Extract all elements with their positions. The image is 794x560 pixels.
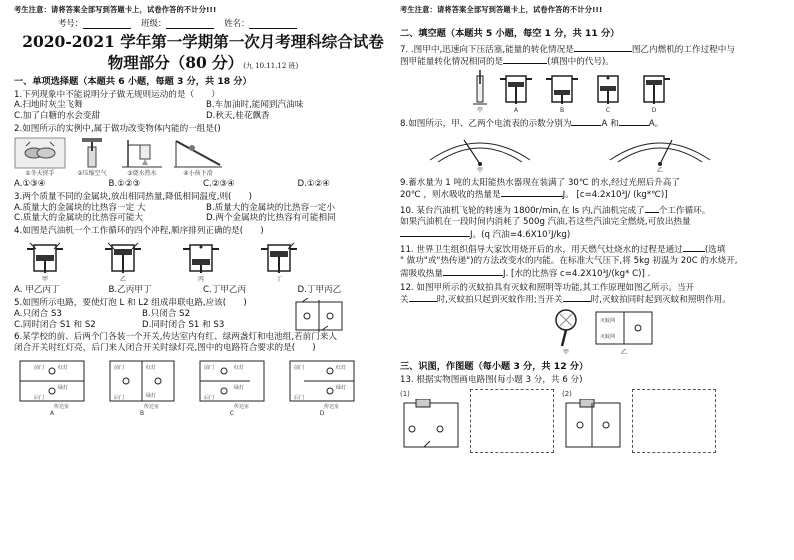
q4-option-b[interactable]: B.乙丙甲丁: [108, 285, 152, 296]
q2-figure-3: [118, 137, 166, 178]
name-label: 姓名：: [224, 18, 250, 28]
section2-heading: 二、填空题（本题共 5 小题，每空 1 分，共 11 分）: [400, 28, 620, 39]
q6-circuit-b: [104, 357, 180, 409]
question-1: [14, 90, 392, 122]
q11-blank-2[interactable]: [443, 267, 503, 276]
q6b-front-label: 前门: [114, 364, 125, 371]
class-field[interactable]: [141, 18, 214, 29]
q2-caption-3: ③烧水热水: [127, 169, 157, 177]
q12-figure-jia: [550, 308, 582, 357]
q12-blank-1[interactable]: [409, 293, 437, 302]
q11-text-c: " 做功"或"热传递")的方法改变水的内能。在标准大气压下,将 5kg 初温为 20C 的水烧开,: [400, 256, 738, 267]
question-8: [400, 117, 784, 174]
q13-part-2: [562, 389, 624, 458]
q6-stem-line1: 6.某学校的前、后两个门各装一个开关,传达室内有红、绿两盏灯和电池组,若前门来人: [14, 332, 338, 343]
q7-figures: [400, 70, 784, 115]
q13-physical-circuit-2: [562, 399, 624, 455]
question-9: [400, 178, 784, 201]
q1-option-c[interactable]: C.加了白糖的水会变甜: [14, 111, 101, 122]
q8-ammeter-jia: [420, 132, 540, 175]
q12-text-b: 关: [400, 295, 409, 306]
question-11: [400, 243, 784, 279]
q6a-room-label: 传达室: [54, 403, 70, 409]
q11-text-a: 11. 世界卫生组织倡导大家饮用烧开后的水，用天燃气灶烧水的过程是通过: [400, 245, 683, 256]
class-label: 班级：: [141, 18, 167, 28]
q12-figures: [400, 308, 784, 357]
q2-option-b[interactable]: B.①②③: [108, 179, 141, 190]
q6-option-a[interactable]: [14, 357, 90, 418]
q10-text-b: 个工作循环。: [658, 206, 711, 217]
q2-caption-4: ④小孩下滑: [183, 169, 213, 177]
question-7: [400, 43, 784, 115]
q9-blank[interactable]: [501, 188, 563, 197]
q6a-red-label: 红灯: [58, 364, 69, 371]
q2-figure-2: [72, 137, 112, 178]
compress-air-illustration: [72, 137, 112, 169]
q3-option-d[interactable]: D.两个金属块的比热容有可能相同: [206, 213, 336, 224]
q4-caption-ding: 丁: [275, 275, 282, 283]
q3-option-a[interactable]: A.质量大的金属块的比热容一定 大: [14, 202, 146, 213]
q3-stem: 3.两个质量不同的金属块,放出相同热量,降低相同温度,则( ): [14, 191, 252, 202]
engine-stroke-illustration-3: [178, 239, 224, 275]
q6a-green-label: 绿灯: [58, 384, 69, 391]
q11-blank-1[interactable]: [683, 243, 705, 252]
q7-text-c: 图甲能量转化情况相同的是: [400, 57, 504, 68]
q6-options: [14, 357, 392, 418]
q6b-green-label: 绿灯: [146, 392, 157, 399]
q7-figure-c: [590, 70, 626, 115]
q6b-back-label: 后门: [114, 394, 125, 401]
q1-option-d[interactable]: D.秋天,桂花飘香: [206, 111, 270, 122]
q4-caption-bing: 丙: [197, 275, 204, 283]
q6d-green-label: 绿灯: [336, 384, 347, 391]
engine-stroke-illustration-4: [256, 239, 302, 275]
q4-option-c[interactable]: C.丁甲乙丙: [203, 285, 247, 296]
question-4: [14, 226, 392, 296]
q12-blank-2[interactable]: [563, 293, 591, 302]
student-id-line: [14, 18, 392, 29]
q8-text-a: 8.如图所示，甲、乙两个电流表的示数分别为: [400, 119, 572, 130]
question-2: [14, 124, 392, 190]
q7-engine-a: [498, 70, 534, 106]
q3-option-c[interactable]: C.质量大的金属块的比热容可能大: [14, 213, 144, 224]
q6-option-c[interactable]: [194, 357, 270, 418]
q13-caption-1: (1): [400, 389, 410, 398]
q5-circuit-diagram: [292, 298, 348, 334]
q13-stem: 13. 根据实物图画电路图(每小题 3 分，共 6 分): [400, 375, 583, 386]
q4-figures: [14, 239, 392, 284]
q7-engine-d: [636, 70, 672, 106]
question-10: [400, 204, 784, 240]
question-13: [400, 375, 784, 458]
q13-answer-box-2[interactable]: [632, 389, 716, 453]
q6d-front-label: 前门: [294, 364, 305, 371]
exam-notice: 考生注意：请将答案全部写到答题卡上，试卷作答的不计分!!!: [14, 5, 217, 14]
q10-text-c: 如果汽油机在一段时间内消耗了 500g 汽油,若这些汽油完全燃烧,可放出热量: [400, 216, 691, 227]
q1-option-b[interactable]: B.车加油时,能闻到汽油味: [206, 100, 304, 111]
exam-no-field[interactable]: [58, 18, 131, 29]
q6-stem-line2: 闭合开关时红灯亮，后门来人闭合开关时绿灯亮,图中的电路符合要求的是( ): [14, 343, 316, 354]
q6-circuit-a: [14, 357, 90, 409]
q6-option-b[interactable]: [104, 357, 180, 418]
q7-engine-c: [590, 70, 626, 106]
q7-figure-a: [498, 70, 534, 115]
q13-caption-2: (2): [562, 389, 572, 398]
exam-title: 2020-2021 学年第一学期第一次月考理科综合试卷: [22, 31, 384, 51]
q2-figures: [14, 137, 392, 178]
q5-option-d[interactable]: D.同时闭合 S1 和 S3: [142, 319, 225, 330]
section1-heading: 一、单项选择题（本题共 6 小题，每题 3 分，共 18 分）: [14, 76, 252, 88]
q11-text-e: J. [水的比热容 c=4.2X10³J/(kg* C)] .: [502, 268, 651, 279]
q13-answer-box-1[interactable]: [470, 389, 554, 453]
q6-caption-b: B: [139, 409, 145, 417]
q3-option-b[interactable]: B.质量大的金属块的比热容一定小: [206, 202, 335, 213]
q2-option-c[interactable]: C.②③④: [203, 179, 235, 190]
q6c-red-label: 红灯: [234, 364, 245, 371]
q12-caption-jia: 甲: [562, 349, 569, 357]
exam-no-blank[interactable]: [83, 20, 131, 29]
q8-caption-yi: 乙: [656, 167, 663, 175]
right-column: [400, 0, 784, 560]
q9-text-c: J。 [c=4.2x10³J/ (kg*℃)]: [562, 190, 668, 201]
q7-blank-1[interactable]: [574, 43, 632, 52]
name-field[interactable]: [224, 18, 297, 29]
q7-caption-d: D: [651, 106, 657, 114]
q6-circuit-c: [194, 357, 270, 409]
q12-figure-yi: [592, 308, 656, 357]
q2-option-d[interactable]: D.①②④: [297, 179, 330, 190]
exam-no-label: 考号：: [58, 18, 84, 28]
q2-caption-1: ①冬天搓手: [25, 169, 55, 177]
slide-illustration: [172, 137, 224, 169]
q8-figures: [400, 132, 784, 175]
heat-water-illustration: [118, 137, 166, 169]
q8-text-c: A。: [648, 119, 664, 130]
q12-text-d: 时,灭蚊拍同时起到灭蚊和照明作用。: [590, 295, 731, 306]
q2-option-a[interactable]: A.①③④: [14, 179, 46, 190]
q12-circuit-diagram: [592, 308, 656, 348]
class-blank[interactable]: [166, 20, 214, 29]
q10-blank-1[interactable]: [645, 204, 659, 213]
q6-caption-a: A: [49, 409, 55, 417]
q4-option-a[interactable]: A. 甲乙丙丁: [14, 285, 60, 296]
q2-figure-4: [172, 137, 224, 178]
q4-engine-ding: [256, 239, 302, 284]
q8-ammeter-yi: [600, 132, 720, 175]
q6c-green-label: 绿灯: [234, 384, 245, 391]
q12-net-label-1: 灭蚊网: [600, 318, 616, 325]
q4-caption-yi: 乙: [119, 275, 126, 283]
q10-text-a: 10. 某台汽油机飞轮的转速为 1800r/min,在 ls 内,汽油机完成了: [400, 206, 645, 217]
q4-engine-yi: [100, 239, 146, 284]
q13-part-1: [400, 389, 462, 458]
q8-text-b: A 和: [601, 119, 619, 130]
q1-option-a[interactable]: A.扫地时灰尘飞舞: [14, 100, 83, 111]
q6d-back-label: 后门: [294, 394, 305, 401]
q8-caption-jia: 甲: [476, 167, 483, 175]
q6-caption-c: C: [229, 409, 235, 417]
q12-net-label-2: 灭蚊网: [600, 334, 616, 341]
q11-text-d: 需吸收热量: [400, 268, 443, 279]
q12-text-c: 时,灭蚊拍只起到灭蚊作用;当开关: [436, 295, 563, 306]
q10-blank-2[interactable]: [400, 228, 470, 237]
q2-caption-2: ②压缩空气: [77, 169, 107, 177]
q6a-back-label: 后门: [34, 394, 45, 401]
q7-text-d: (填图中的代号)。: [547, 57, 615, 68]
piston-tube-illustration: [472, 70, 488, 106]
q4-option-d[interactable]: D.丁甲丙乙: [297, 285, 342, 296]
engine-stroke-illustration-1: [22, 239, 68, 275]
ammeter-dial-yi: [600, 132, 720, 166]
q7-figure-b: [544, 70, 580, 115]
left-column: [14, 0, 392, 560]
q10-text-d: J。(q 汽油=4.6X10⁷J/kg): [470, 229, 571, 240]
q6-option-d[interactable]: [284, 357, 360, 418]
q7-text-a: 7. .图甲中,迅速向下压活塞,能量的转化情况是: [400, 44, 574, 55]
section3-heading: 三、识图，作图题（每小题 3 分，共 12 分）: [400, 360, 589, 372]
ammeter-dial-jia: [420, 132, 540, 166]
q7-figure-d: [636, 70, 672, 115]
question-3: [14, 192, 392, 224]
q13-figures: [400, 389, 784, 458]
q4-engine-jia: [22, 239, 68, 284]
q5-option-b[interactable]: B.只闭合 S2: [142, 308, 191, 319]
q9-text-a: 9.蓄水量为 1 吨的太阳能热水器现在装满了 30℃ 的水,经过光照后升高了: [400, 177, 680, 188]
question-12: [400, 283, 784, 357]
q13-physical-circuit-1: [400, 399, 462, 455]
subtitle-text: 物理部分（80 分）: [107, 52, 244, 72]
q9-text-b: 20℃ ，则水吸收的热量是: [400, 190, 501, 201]
q2-stem: 2.如图所示的实例中,属于做功改变物体内能的一组是(): [14, 123, 221, 134]
q12-caption-yi: 乙: [620, 349, 627, 357]
subtitle-note: (九 10.11.12 班): [243, 61, 299, 70]
q6c-back-label: 后门: [204, 394, 215, 401]
q6-circuit-d: [284, 357, 360, 409]
exam-subtitle: [14, 53, 392, 72]
q7-blank-2[interactable]: [503, 55, 547, 64]
q6-caption-d: D: [319, 409, 325, 417]
question-6: [14, 332, 392, 417]
q7-figure-jia: [472, 70, 488, 115]
q7-caption-a: A: [513, 106, 519, 114]
name-blank[interactable]: [249, 20, 297, 29]
q2-figure-1: [14, 137, 66, 178]
q7-caption-b: B: [559, 106, 565, 114]
q6a-front-label: 前门: [34, 364, 45, 371]
q7-caption-jia: 甲: [476, 106, 483, 114]
q8-blank-2[interactable]: [619, 117, 649, 126]
q5-option-c[interactable]: C.同时闭合 S1 和 S2: [14, 319, 96, 330]
q4-engine-bing: [178, 239, 224, 284]
q7-engine-b: [544, 70, 580, 106]
q6c-room-label: 传达室: [234, 403, 250, 409]
rubbing-hands-illustration: [14, 137, 66, 169]
engine-stroke-illustration-2: [100, 239, 146, 275]
q6c-front-label: 前门: [204, 364, 215, 371]
q5-option-a[interactable]: A.只闭合 S3: [14, 308, 62, 319]
q11-text-b: (选填: [704, 245, 726, 256]
q6d-room-label: 传达室: [324, 403, 340, 409]
q4-stem: 4.如图是汽油机一个工作循环的四个冲程,顺序排列正确的是( ): [14, 226, 264, 237]
q4-caption-jia: 甲: [41, 275, 48, 283]
q7-caption-c: C: [605, 106, 611, 114]
q6d-red-label: 红灯: [336, 364, 347, 371]
q7-text-b: 图乙内燃机的工作过程中与: [631, 44, 735, 55]
q8-blank-1[interactable]: [571, 117, 601, 126]
exam-notice-right: 考生注意：请将答案全部写到答题卡上，试卷作答的不计分!!!: [400, 5, 603, 14]
question-5: [14, 298, 392, 330]
q1-stem: 1.下列现象中不能说明分子做无规则运动的是（ ）: [14, 89, 220, 100]
q12-text-a: 12. 如图甲所示的灭蚊拍具有灭蚊和照明等功能,其工作原理如图乙所示。当开: [400, 282, 695, 293]
mosquito-swatter-illustration: [550, 308, 582, 348]
q6b-red-label: 红灯: [146, 364, 157, 371]
q6b-room-label: 传达室: [144, 403, 160, 409]
q5-stem: 5.如图所示电路，要使灯泡 L 和 L2 组成串联电路,应该( ): [14, 298, 247, 309]
